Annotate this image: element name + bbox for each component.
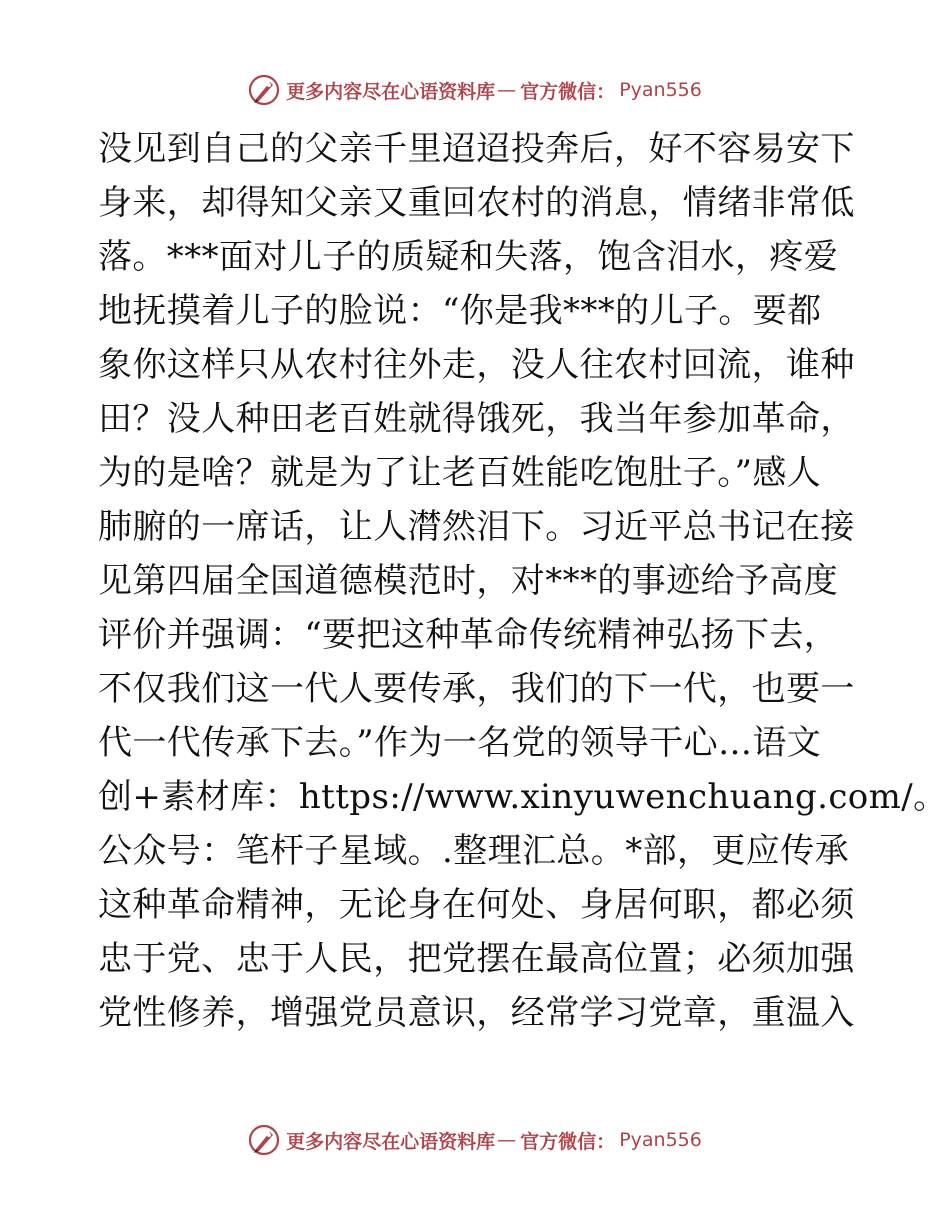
watermark-wechat-id: Pyan556 xyxy=(619,1129,702,1151)
text-line: 这种革命精神，无论身在何处、身居何职，都必须 xyxy=(98,885,855,925)
text-line: 党性修养，增强党员意识，经常学习党章，重温入 xyxy=(98,993,855,1033)
text-line: 公众号：笔杆子星域。.整理汇总。*部，更应传承 xyxy=(98,831,850,871)
quill-pen-logo-icon xyxy=(248,74,280,106)
footer-watermark xyxy=(0,1120,950,1160)
text-line: 没见到自己的父亲千里迢迢投奔后，好不容易安下 xyxy=(98,129,855,169)
text-line: 评价并强调：“要把这种革命传统精神弘扬下去， xyxy=(98,615,839,655)
watermark-prefix: 更多内容尽在心语资料库 xyxy=(286,1130,496,1153)
text-line: 象你这样只从农村往外走，没人往农村回流，谁种 xyxy=(98,345,855,385)
document-body xyxy=(98,122,948,1040)
watermark-label: 官方微信： xyxy=(520,1130,616,1153)
watermark-label: 官方微信： xyxy=(520,80,616,103)
watermark-separator: — xyxy=(497,1129,517,1151)
quill-pen-logo-icon xyxy=(248,1124,280,1156)
text-line: 田？没人种田老百姓就得饿死，我当年参加革命， xyxy=(98,399,855,439)
watermark-wechat-id: Pyan556 xyxy=(619,79,702,101)
text-line: 忠于党、忠于人民，把党摆在最高位置；必须加强 xyxy=(98,939,855,979)
text-line: 肺腑的一席话，让人潸然泪下。习近平总书记在接 xyxy=(98,507,855,547)
text-line: 身来，却得知父亲又重回农村的消息，情绪非常低 xyxy=(98,183,855,223)
text-line: 代一代传承下去。”作为一名党的领导干心…语文 xyxy=(98,723,822,763)
text-line: 地抚摸着儿子的脸说：“你是我***的儿子。要都 xyxy=(98,291,822,331)
header-watermark xyxy=(0,70,950,110)
text-line: 为的是啥？就是为了让老百姓能吃饱肚子。”感人 xyxy=(98,453,822,493)
text-line-with-link: 创+素材库：https://www.xinyuwenchuang.com/。 xyxy=(98,777,948,817)
watermark-separator: — xyxy=(497,79,517,101)
text-line: 不仅我们这一代人要传承，我们的下一代，也要一 xyxy=(98,669,855,709)
text-line: 见第四届全国道德模范时，对***的事迹给予高度 xyxy=(98,561,839,601)
text-line: 落。***面对儿子的质疑和失落，饱含泪水，疼爱 xyxy=(98,237,839,277)
watermark-prefix: 更多内容尽在心语资料库 xyxy=(286,80,496,103)
